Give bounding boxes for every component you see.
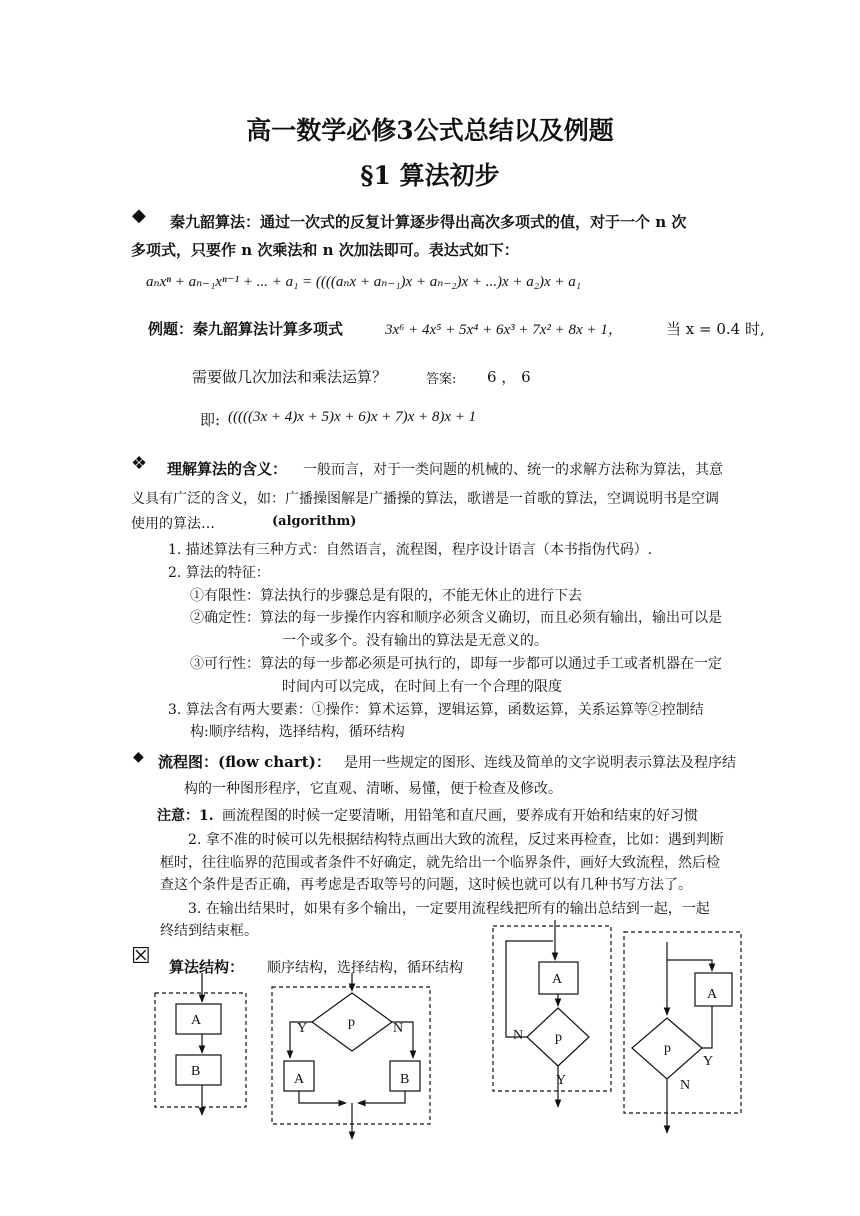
flow-heading: 流程图：(flow chart)： [158, 753, 331, 771]
flow-line1: 是用一些规定的图形、连线及简单的文字说明表示算法及程序结 [344, 755, 736, 771]
answer-values: 6 ， 6 [487, 368, 531, 386]
until-label-n: N [513, 1028, 524, 1043]
ji-label: 即: [200, 411, 221, 429]
qin-intro-line2: 多项式，只要作 n 次乘法和 n 次加法即可。表达式如下： [131, 241, 519, 259]
diamond-bullet-icon: ◆ [132, 205, 146, 226]
sel-label-n: N [393, 1021, 404, 1036]
seq-label-b: B [191, 1064, 201, 1079]
example-question: 需要做几次加法和乘法运算？ [192, 368, 388, 386]
item-3b: 构:顺序结构，选择结构，循环结构 [190, 724, 405, 740]
structure-heading: 算法结构： [169, 958, 245, 976]
item-3a: 3. 算法含有两大要素：①操作：算术运算，逻辑运算，函数运算，关系运算等②控制结 [168, 702, 704, 718]
understand-heading: 理解算法的含义： [167, 460, 288, 478]
page-title: 高一数学必修3公式总结以及例题 [246, 116, 614, 145]
until-label-p: p [555, 1030, 562, 1045]
four-diamond-bullet-icon: ❖ [131, 453, 148, 474]
note-3b: 终结到结束框。 [160, 923, 258, 939]
qin-intro-line1: 秦九韶算法：通过一次式的反复计算逐步得出高次多项式的值，对于一个 n 次 [170, 213, 687, 231]
note-3a: 3. 在输出结果时，如果有多个输出，一定要用流程线把所有的输出总结到一起，一起 [188, 901, 710, 917]
until-label-a: A [552, 972, 563, 987]
sel-label-p: p [348, 1015, 355, 1030]
until-loop-diagram [493, 920, 611, 1107]
flow-bullet-icon: ◆ [133, 749, 144, 765]
section-title: §1 算法初步 [360, 161, 500, 190]
understand-line1: 一般而言，对于一类问题的机械的、统一的求解方法称为算法，其意 [303, 462, 723, 478]
while-loop-diagram [624, 932, 741, 1133]
feature-finite: ①有限性：算法执行的步骤总是有限的，不能无休止的进行下去 [190, 588, 582, 604]
seq-label-a: A [191, 1013, 202, 1028]
note-2a: 2. 拿不准的时候可以先根据结构特点画出大致的流程，反过来再检查，比如：遇到判断 [188, 832, 724, 848]
feature-feasible-b: 时间内可以完成，在时间上有一个合理的限度 [282, 679, 562, 695]
while-label-y: Y [703, 1054, 714, 1069]
while-label-n: N [680, 1078, 691, 1093]
sel-label-b: B [400, 1072, 410, 1087]
example-polynomial: 3x⁶ + 4x⁵ + 5x⁴ + 6x³ + 7x² + 8x + 1， [385, 322, 623, 338]
understand-line3: 使用的算法… [131, 516, 215, 532]
while-label-a: A [707, 987, 718, 1002]
until-label-y: Y [556, 1073, 567, 1088]
feature-feasible-a: ③可行性：算法的每一步都必须是可执行的，即每一步都可以通过手工或者机器在一定 [190, 656, 722, 672]
answer-label: 答案: [426, 372, 457, 387]
algorithm-term: (algorithm) [272, 514, 357, 529]
while-label-p: p [664, 1041, 671, 1056]
example-condition: 当 x = 0.4 时, [666, 320, 765, 338]
note-2b: 框时，往往临界的范围或者条件不好确定，就先给出一个临界条件，画好大致流程，然后检 [160, 855, 720, 871]
note-1: 画流程图的时候一定要清晰，用铅笔和直尺画，要养成有开始和结束的好习惯 [222, 808, 698, 824]
item-1: 1. 描述算法有三种方式：自然语言，流程图，程序设计语言（本书指伪代码）. [168, 542, 653, 558]
feature-definite-a: ②确定性：算法的每一步操作内容和顺序必须含义确切，而且必须有输出，输出可以是 [190, 610, 722, 626]
qin-formula-text: aₙxⁿ + aₙ₋₁xⁿ⁻¹ + ... + a₁ = ((((aₙx + aₙ₋₁)x + aₙ₋₂)x + ...)x + a₂)x + a₁ [146, 274, 581, 290]
note-2c: 查这个条件是否正确，再考虑是否取等号的问题，这时候也就可以有几种书写方法了。 [160, 877, 692, 893]
feature-definite-b: 一个或多个。没有输出的算法是无意义的。 [282, 633, 548, 649]
note-label: 注意：1. [157, 808, 214, 824]
ji-formula: (((((3x + 4)x + 5)x + 6)x + 7)x + 8)x + 1 [228, 409, 477, 425]
sel-label-y: Y [297, 1021, 308, 1036]
structure-types: 顺序结构，选择结构，循环结构 [267, 960, 463, 976]
example-label: 例题：秦九韶算法计算多项式 [148, 320, 344, 338]
flow-line2: 构的一种图形程序，它直观、清晰、易懂，便于检查及修改。 [184, 781, 562, 797]
checkbox-bullet-icon: ☒ [131, 944, 151, 969]
understand-line2: 义具有广泛的含义，如：广播操图解是广播操的算法，歌谱是一首歌的算法，空调说明书是空调 [131, 491, 719, 507]
sequence-structure-diagram [155, 973, 246, 1115]
item-2: 2. 算法的特征： [168, 565, 270, 581]
sel-label-a: A [294, 1072, 305, 1087]
selection-structure-diagram [272, 973, 430, 1139]
